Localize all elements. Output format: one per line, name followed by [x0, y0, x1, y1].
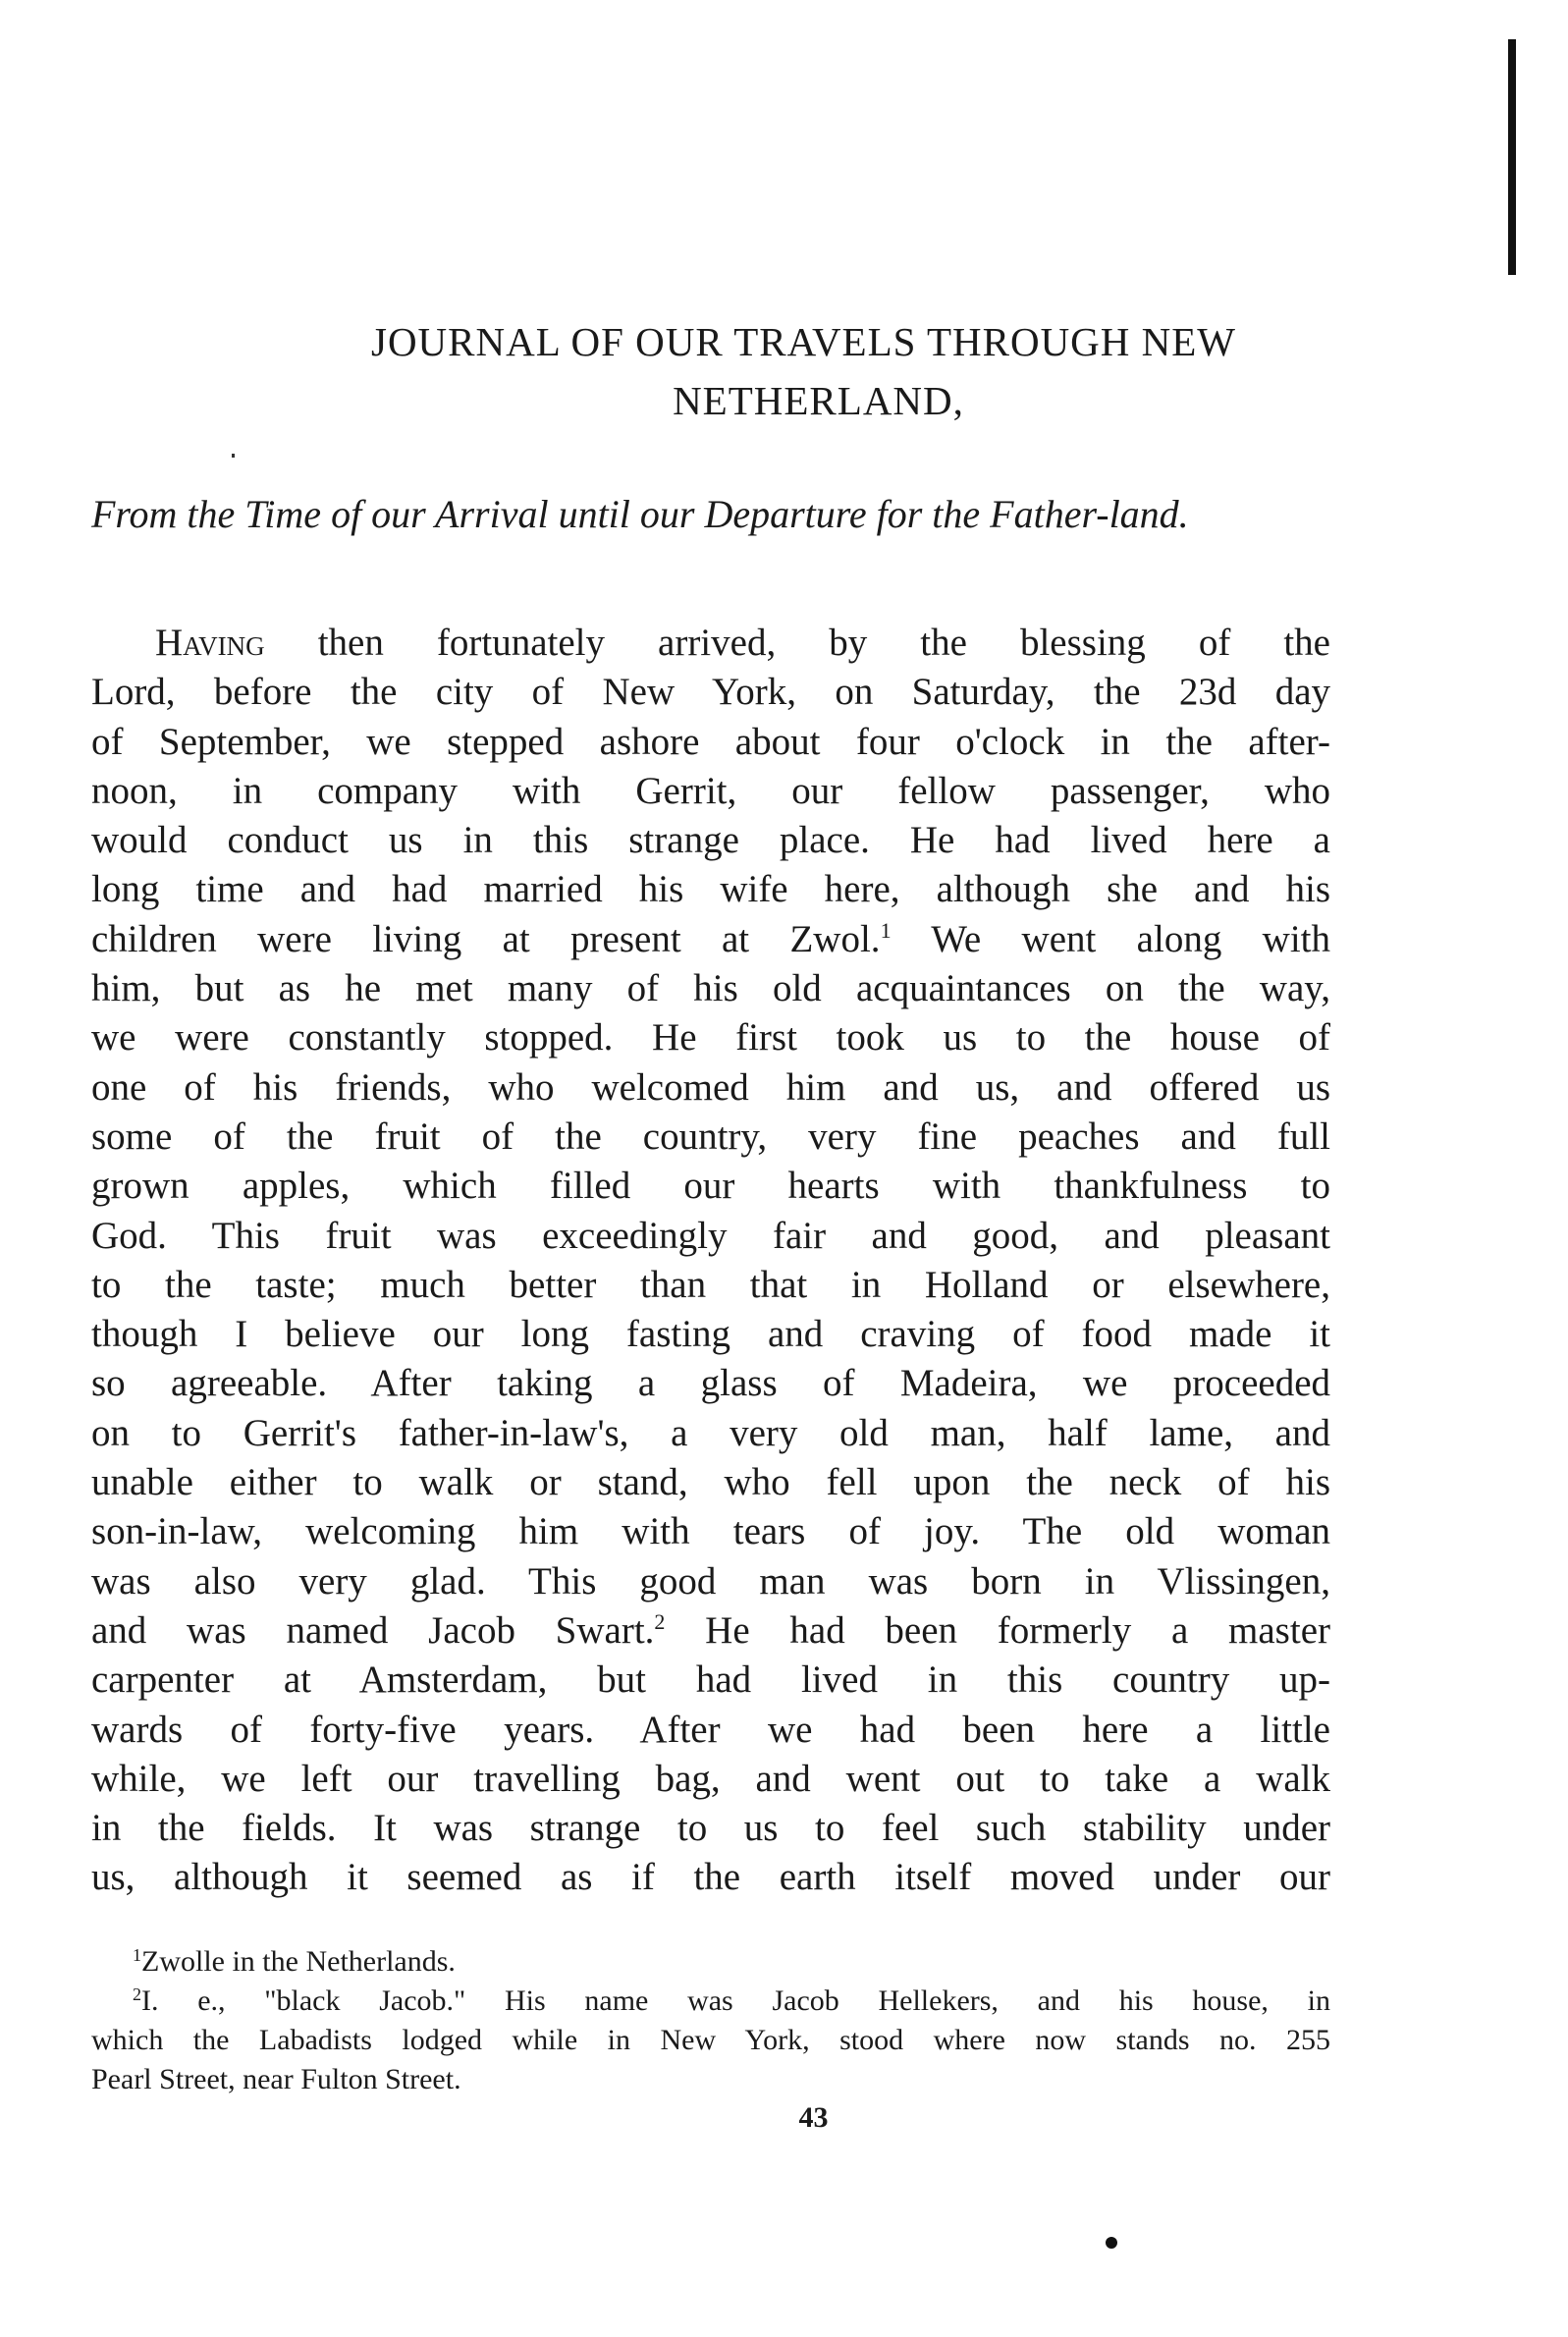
- body-line: us, although it seemed as if the earth itself moved under our: [91, 1856, 1330, 1899]
- body-line: of September, we stepped ashore about four o'clock in the after-: [91, 720, 1330, 763]
- body-line: children were living at present at Zwol.$^1$ We went along with: [91, 917, 1330, 960]
- body-line: on to Gerrit's father-in-law's, a very old man, half lame, and: [91, 1411, 1330, 1454]
- footnotes: [91, 1942, 1330, 2099]
- body-line: wards of forty-five years. After we had been here a little: [91, 1708, 1330, 1751]
- body-line: long time and had married his wife here, although she and his: [91, 868, 1330, 911]
- body-line: Lord, before the city of New York, on Saturday, the 23d day: [91, 671, 1330, 714]
- body-paragraph: [91, 619, 1330, 1903]
- footnote-marker-1: 1: [133, 1945, 141, 1965]
- body-line: to the taste; much better than that in Holland or elsewhere,: [91, 1263, 1330, 1306]
- heading-line-2: NETHERLAND,: [673, 378, 964, 423]
- footnote-ref-2: 2: [654, 1608, 666, 1634]
- print-dot: [1106, 2237, 1117, 2249]
- body-line: Having then fortunately arrived, by the blessing of the: [155, 622, 1330, 664]
- footnote-2-line-1: $^2$I. e., "black Jacob." His name was Jacob Hellekers, and his house, in: [133, 1984, 1330, 2017]
- print-speck: [232, 454, 235, 458]
- body-line: though I believe our long fasting and craving of food made it: [91, 1313, 1330, 1356]
- body-line: was also very glad. This good man was born in Vlissingen,: [91, 1559, 1330, 1603]
- body-line: we were constantly stopped. He first took us to the house of: [91, 1016, 1330, 1060]
- body-line: son-in-law, welcoming him with tears of joy. The old woman: [91, 1510, 1330, 1553]
- footnote-1: $^1$Zwolle in the Netherlands.: [133, 1945, 456, 1978]
- heading-line-1: JOURNAL OF OUR TRAVELS THROUGH NEW: [370, 319, 1236, 364]
- chapter-subtitle: From the Time of our Arrival until our Departure for the Father-land.: [91, 492, 1189, 536]
- body-line: unable either to walk or stand, who fell upon the neck of his: [91, 1461, 1330, 1504]
- body-line: noon, in company with Gerrit, our fellow passenger, who: [91, 769, 1330, 812]
- body-line: would conduct us in this strange place. He had lived here a: [91, 819, 1330, 862]
- body-line: grown apples, which filled our hearts with thankfulness to: [91, 1165, 1330, 1208]
- body-line: some of the fruit of the country, very fine peaches and full: [91, 1114, 1330, 1158]
- footnote-2-line-3: Pearl Street, near Fulton Street.: [91, 2063, 461, 2095]
- body-line: in the fields. It was strange to us to feel such stability under: [91, 1807, 1330, 1850]
- footnote-marker-2: 2: [133, 1984, 141, 2004]
- body-line: and was named Jacob Swart.$^2$ He had been formerly a master: [91, 1608, 1330, 1652]
- body-line: God. This fruit was exceedingly fair and good, and pleasant: [91, 1214, 1330, 1257]
- body-line: while, we left our travelling bag, and went out to take a walk: [91, 1757, 1330, 1800]
- chapter-heading: [0, 312, 1568, 430]
- page-edge-mark: [1508, 39, 1516, 275]
- body-line: so agreeable. After taking a glass of Madeira, we proceeded: [91, 1362, 1330, 1405]
- body-line: him, but as he met many of his old acquaintances on the way,: [91, 967, 1330, 1010]
- page-number: 43: [798, 2101, 829, 2134]
- footnote-ref-1: 1: [880, 917, 892, 943]
- body-line: one of his friends, who welcomed him and us, and offered us: [91, 1065, 1330, 1109]
- body-line: carpenter at Amsterdam, but had lived in this country up-: [91, 1658, 1330, 1702]
- opening-word: Having: [155, 622, 265, 664]
- footnote-2-line-2: which the Labadists lodged while in New York, stood where now stands no. 255: [91, 2024, 1330, 2056]
